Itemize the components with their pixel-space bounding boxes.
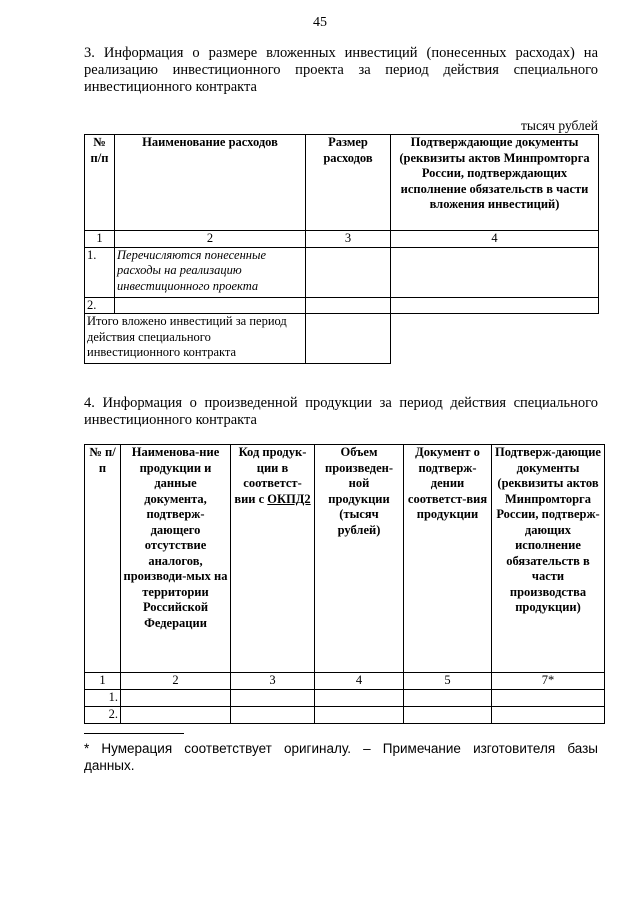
row-expense-name (115, 297, 306, 314)
row-expense-name: Перечисляются понесенные расходы на реализацию инвестиционного проекта (115, 247, 306, 297)
row-amount-cell (306, 247, 391, 297)
header-num: № п/п (85, 135, 115, 231)
footnote-line: * Нумерация соответствует оригиналу. – Примечание изготовителя базы (84, 741, 598, 756)
section-3-heading (84, 45, 598, 96)
row-amount-cell (306, 297, 391, 314)
row-num: 1. (85, 247, 115, 297)
section-4-heading (84, 395, 598, 429)
table-cell (492, 689, 605, 706)
header-product-name: Наименова-ние продукции и данные документа, подтверж-дающего отсутствие аналогов, производи-мых на территории Российской Федерации (121, 445, 231, 673)
investments-table (84, 134, 599, 364)
production-table (84, 444, 605, 724)
header-expense-name: Наименование расходов (115, 135, 306, 231)
header-num: № п/п (85, 445, 121, 673)
row-docs-cell (391, 247, 599, 297)
col-number: 2 (121, 673, 231, 690)
total-label: Итого вложено инвестиций за период действия специального инвестиционного контракта (85, 314, 306, 364)
heading-line: инвестиционного контракта (84, 412, 257, 428)
table-cell (231, 706, 315, 723)
unit-label: тысяч рублей (521, 118, 598, 133)
header-conformity-doc: Документ о подтверж-дении соответст-вия продукции (404, 445, 492, 673)
total-amount-cell (306, 314, 391, 364)
empty-cell (391, 314, 599, 364)
col-number: 4 (391, 231, 599, 248)
col-number: 2 (115, 231, 306, 248)
header-supporting-docs: Подтверж-дающие документы (реквизиты актов Минпромторга России, подтверж-дающих исполнение обязательств в части производства продукции) (492, 445, 605, 673)
table-cell (315, 689, 404, 706)
row-docs-cell (391, 297, 599, 314)
heading-line: 3. Информация о размере вложенных инвестиций (понесенных расходах) на (84, 45, 598, 61)
row-num: 2. (85, 706, 121, 723)
col-number: 3 (231, 673, 315, 690)
table-cell (315, 706, 404, 723)
col-number: 3 (306, 231, 391, 248)
table-cell (121, 689, 231, 706)
table-cell (121, 706, 231, 723)
header-supporting-docs: Подтверждающие документы (реквизиты актов Минпромторга России, подтверждающих исполнение обязательств в части вложения инвестиций) (391, 135, 599, 231)
row-num: 1. (85, 689, 121, 706)
row-num: 2. (85, 297, 115, 314)
header-volume: Объем произведен-ной продукции (тысяч рублей) (315, 445, 404, 673)
table-cell (404, 706, 492, 723)
table-cell (231, 689, 315, 706)
code-text: Код продук-ции в соответст-вии с (234, 445, 307, 506)
col-number: 7* (492, 673, 605, 690)
heading-line: 4. Информация о произведенной продукции за период действия специального (84, 395, 598, 411)
col-number: 5 (404, 673, 492, 690)
col-number: 1 (85, 231, 115, 248)
footnote-line: данных. (84, 758, 135, 773)
footnote (84, 740, 598, 774)
table-cell (404, 689, 492, 706)
col-number: 4 (315, 673, 404, 690)
page-number: 45 (313, 15, 327, 30)
heading-line: реализацию инвестиционного проекта за период действия специального (84, 62, 598, 78)
table-cell (492, 706, 605, 723)
heading-line: инвестиционного контракта (84, 79, 257, 95)
footnote-separator (84, 733, 184, 734)
okpd2-code: ОКПД2 (267, 491, 311, 506)
col-number: 1 (85, 673, 121, 690)
header-expense-amount: Размер расходов (306, 135, 391, 231)
header-product-code (231, 445, 315, 673)
